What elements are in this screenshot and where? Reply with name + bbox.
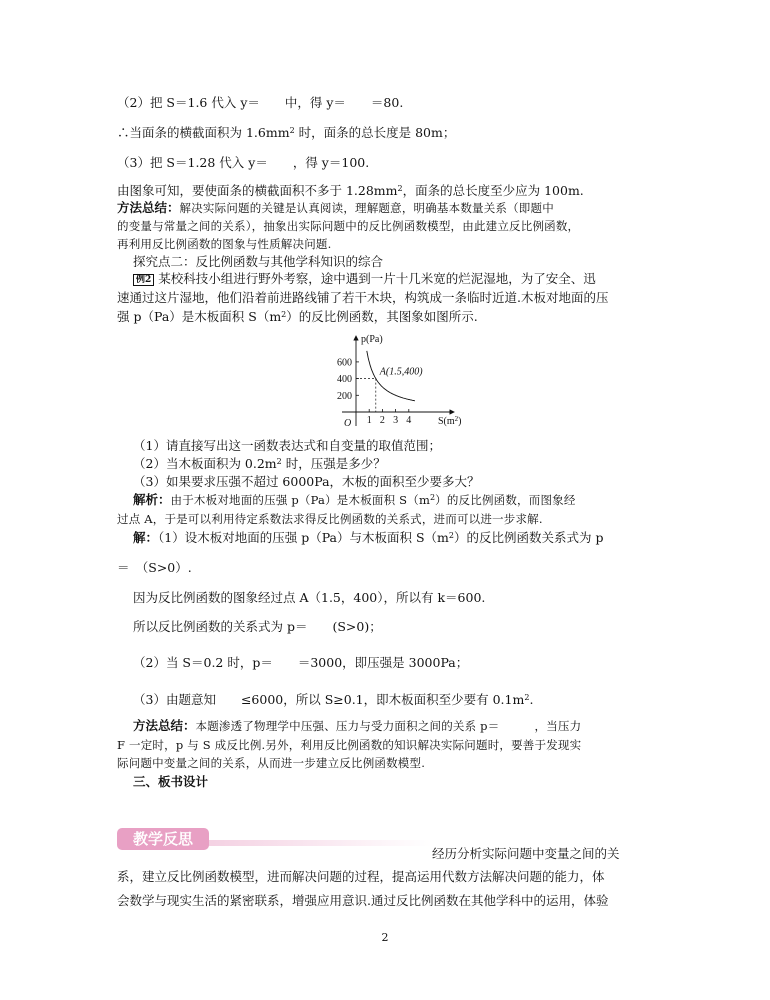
- line-4-a: 由图象可知，要使面条的横截面积不多于 1.28mm: [117, 183, 398, 198]
- x-tick-label: 4: [406, 415, 412, 426]
- line-2-c: 时，面条的总长度是 80m；: [294, 125, 456, 140]
- analysis-a3: ）的反比例函数，而图象经: [435, 493, 576, 507]
- line-1: （2）把 S＝1.6 代入 y＝ 中，得 y＝ ＝80.: [117, 95, 404, 110]
- summary-2-line-2: F 一定时，p 与 S 成反比例.另外，利用反比例函数的知识解决实际问题时，要善于发现实: [117, 738, 582, 752]
- solution-a1: （1）设木板对地面的压强 p（Pa）与木板面积 S（m: [158, 530, 449, 545]
- x-tick-label: 1: [366, 415, 372, 426]
- question-2-a: （2）当木板面积为 0.2m: [133, 456, 277, 471]
- solution-sup: 2: [448, 531, 454, 540]
- analysis-label: 解析：: [133, 492, 171, 507]
- summary-2-line-1: [133, 718, 581, 734]
- reflection-title: 教学反思: [132, 830, 194, 848]
- example-2-sup: 2: [281, 310, 287, 319]
- inverse-function-graph: [320, 330, 460, 430]
- reflection-line-3: 会数学与现实生活的紧密联系，增强应用意识.通过反比例函数在其他学科中的运用，体验: [117, 893, 609, 908]
- line-3: （3）把 S＝1.28 代入 y＝ ，得 y＝100.: [117, 155, 370, 170]
- example-2-line-1: [133, 271, 596, 287]
- line-2-a: ∴当面条的横截面积为 1.6mm: [117, 125, 290, 140]
- summary-2-label: 方法总结：: [133, 718, 196, 733]
- question-2-sup: 2: [276, 457, 282, 466]
- example-2-a: 某校科技小组进行野外考察，途中遇到一片十几米宽的烂泥湿地，为了安全、迅: [158, 271, 596, 286]
- summary-2-a: 本题渗透了物理学中压强、压力与受力面积之间的关系 p＝ ，当压力: [195, 719, 582, 733]
- summary-1-a: 解决实际问题的关键是认真阅读，理解题意，明确基本数量关系（即题中: [179, 201, 554, 215]
- x-axis-label-sup: 2: [454, 415, 459, 423]
- solution-f1: （3）由题意知 ≤6000，所以 S≥0.1，即木板面积至少要有 0.1m: [133, 692, 525, 707]
- analysis-a1: 由于木板对地面的压强 p（Pa）是木板面积 S（m: [170, 493, 431, 507]
- banner-fade-strip: [177, 840, 432, 846]
- question-2: [133, 456, 386, 472]
- explore-2-heading: 探究点二：反比例函数与其他学科知识的综合: [133, 254, 384, 269]
- analysis-line-2: 过点 A，于是可以利用待定系数法求得反比例函数的关系式，进而可以进一步求解.: [117, 512, 543, 526]
- solution-line-5: （2）当 S＝0.2 时，p＝ ＝3000，即压强是 3000Pa；: [133, 655, 469, 670]
- solution-f-sup: 2: [524, 693, 530, 702]
- y-tick-label: 400: [337, 374, 352, 386]
- solution-line-1: [133, 530, 603, 546]
- solution-line-6: [133, 692, 533, 708]
- origin-label: O: [344, 418, 352, 429]
- line-4-c: ，面条的总长度至少应为 100m.: [402, 183, 584, 198]
- section-3-heading: 三、板书设计: [133, 774, 209, 789]
- point-a-label: A(1.5,400): [379, 366, 423, 378]
- x-axis-label: [438, 415, 462, 427]
- solution-line-3: 因为反比例函数的图象经过点 A（1.5，400），所以有 k＝600.: [133, 590, 486, 605]
- example-2-line-3: [117, 309, 478, 325]
- example-2-c1: 强 p（Pa）是木板面积 S（m: [117, 309, 282, 324]
- question-3: （3）如果要求压强不超过 6000Pa，木板的面积至少要多大？: [133, 474, 480, 489]
- solution-a3: ）的反比例函数关系式为 p: [453, 530, 604, 545]
- x-tick-label: 3: [393, 415, 399, 426]
- summary-1-line-1: [117, 200, 554, 216]
- example-2-c3: ）的反比例函数，其图象如图所示.: [286, 309, 478, 324]
- x-axis-label-main: S(m: [438, 416, 455, 427]
- question-1: （1）请直接写出这一函数表达式和自变量的取值范围；: [133, 438, 441, 453]
- analysis-line-1: [133, 492, 576, 508]
- x-tick-label: 2: [379, 415, 385, 426]
- y-tick-label: 200: [337, 390, 352, 402]
- line-4: [117, 183, 584, 199]
- summary-2-line-3: 际问题中变量之间的关系，从而进一步建立反比例函数模型.: [117, 756, 426, 770]
- question-2-c: 时，压强是多少？: [281, 456, 386, 471]
- x-axis-label-close: ): [458, 416, 462, 427]
- solution-f3: .: [529, 692, 534, 707]
- line-2: [117, 125, 455, 141]
- page-number: 2: [381, 931, 389, 944]
- example-badge: 例2: [133, 274, 154, 286]
- summary-1-line-2: 的变量与常量之间的关系），抽象出实际问题中的反比例函数模型，由此建立反比例函数，: [117, 219, 580, 233]
- solution-label: 解：: [133, 530, 159, 545]
- analysis-sup: 2: [430, 493, 436, 502]
- summary-1-label: 方法总结：: [117, 200, 180, 215]
- solution-line-2: ＝ （S>0）.: [117, 560, 192, 575]
- summary-1-line-3: 再利用反比例函数的图象与性质解决问题.: [117, 237, 332, 251]
- example-2-line-2: 速通过这片湿地，他们沿着前进路线铺了若干木块，构筑成一条临时近道.木板对地面的压: [117, 290, 609, 305]
- reflection-line-2: 系，建立反比例函数模型，进而解决问题的过程，提高运用代数方法解决问题的能力，体: [117, 869, 605, 884]
- solution-line-4: 所以反比例函数的关系式为 p＝ (S>0)；: [133, 619, 382, 634]
- reflection-line-1: 经历分析实际问题中变量之间的关: [432, 846, 620, 861]
- y-axis-label: p(Pa): [361, 334, 383, 345]
- line-4-sup: 2: [397, 184, 403, 193]
- reflection-banner: [117, 828, 432, 850]
- line-2-sup: 2: [289, 126, 295, 135]
- y-tick-label: 600: [337, 357, 352, 369]
